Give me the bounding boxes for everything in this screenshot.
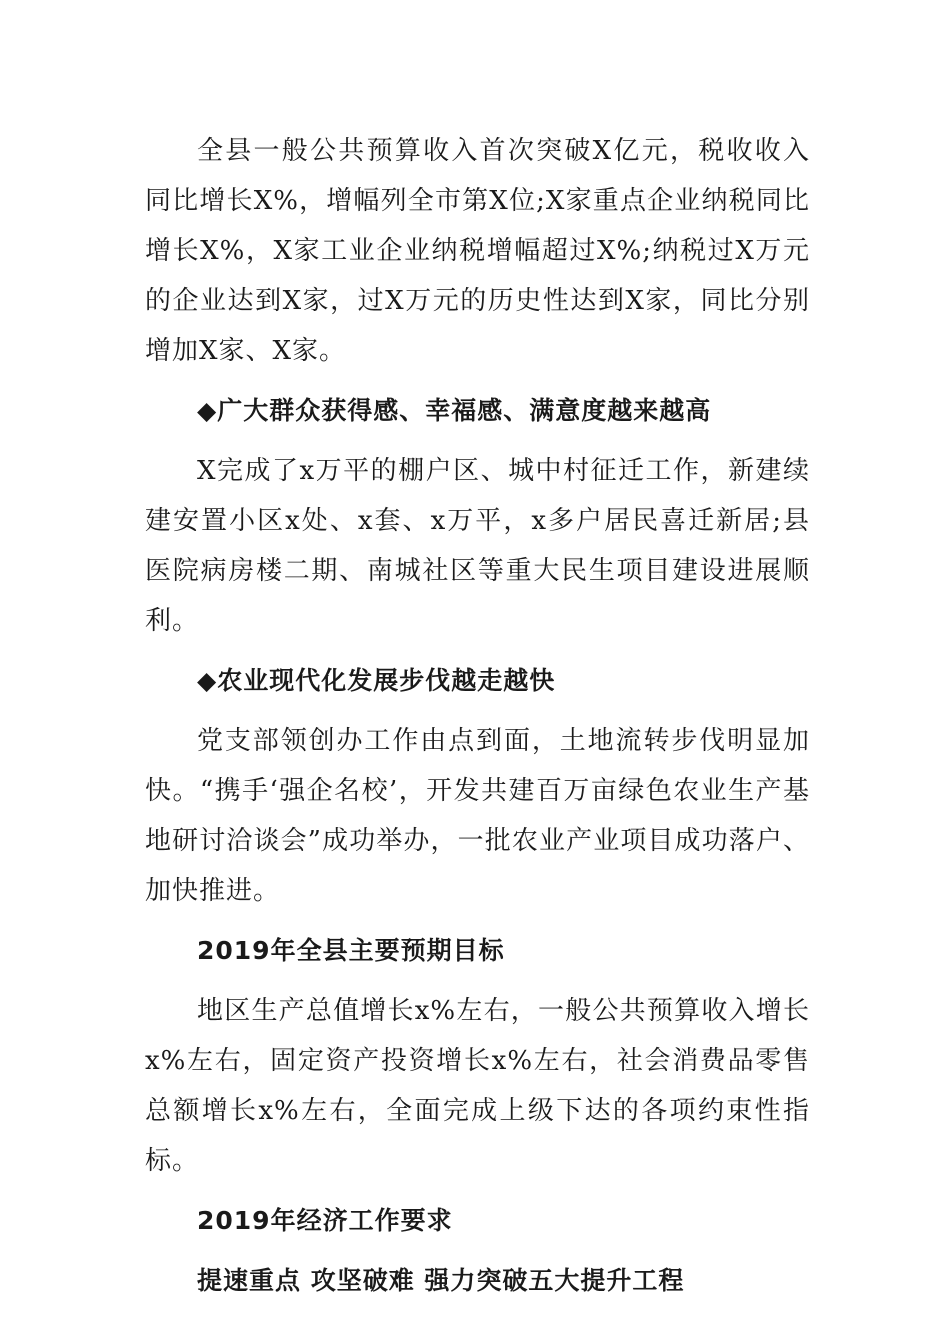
heading-2019-targets: 2019年全县主要预期目标 — [197, 936, 505, 965]
paragraph-targets: 地区生产总值增长x%左右，一般公共预算收入增长x%左右，固定资产投资增长x%左右，社会消费品零售总额增长x%左右，全面完成上级下达的各项约束性指标。 — [145, 996, 810, 1176]
spacer — [145, 976, 810, 986]
heading-public-wellbeing: ◆广大群众获得感、幸福感、满意度越来越高 — [197, 396, 712, 425]
spacer — [145, 706, 810, 716]
spacer — [145, 436, 810, 446]
document-body — [145, 126, 810, 1306]
spacer — [145, 646, 810, 656]
spacer — [145, 376, 810, 386]
paragraph-tax-revenue: 全县一般公共预算收入首次突破X亿元，税收收入同比增长X%，增幅列全市第X位;X家重点企业纳税同比增长X%，X家工业企业纳税增幅超过X%;纳税过X万元的企业达到X家，过X万元的历史性达到X家，同比分别增加X家、X家。 — [145, 136, 810, 366]
heading-2019-requirements: 2019年经济工作要求 — [197, 1206, 453, 1235]
paragraph-agriculture: 党支部领创办工作由点到面，土地流转步伐明显加快。“携手‘强企名校’，开发共建百万亩绿色农业生产基地研讨洽谈会”成功举办，一批农业产业项目成功落户、加快推进。 — [145, 726, 810, 906]
heading-agriculture: ◆农业现代化发展步伐越走越快 — [197, 666, 556, 695]
spacer — [145, 916, 810, 926]
spacer — [145, 1246, 810, 1256]
spacer — [145, 1186, 810, 1196]
paragraph-housing: X完成了x万平的棚户区、城中村征迁工作，新建续建安置小区x处、x套、x万平，x多户居民喜迁新居;县医院病房楼二期、南城社区等重大民生项目建设进展顺利。 — [145, 456, 810, 636]
heading-five-projects: 提速重点 攻坚破难 强力突破五大提升工程 — [197, 1266, 685, 1295]
